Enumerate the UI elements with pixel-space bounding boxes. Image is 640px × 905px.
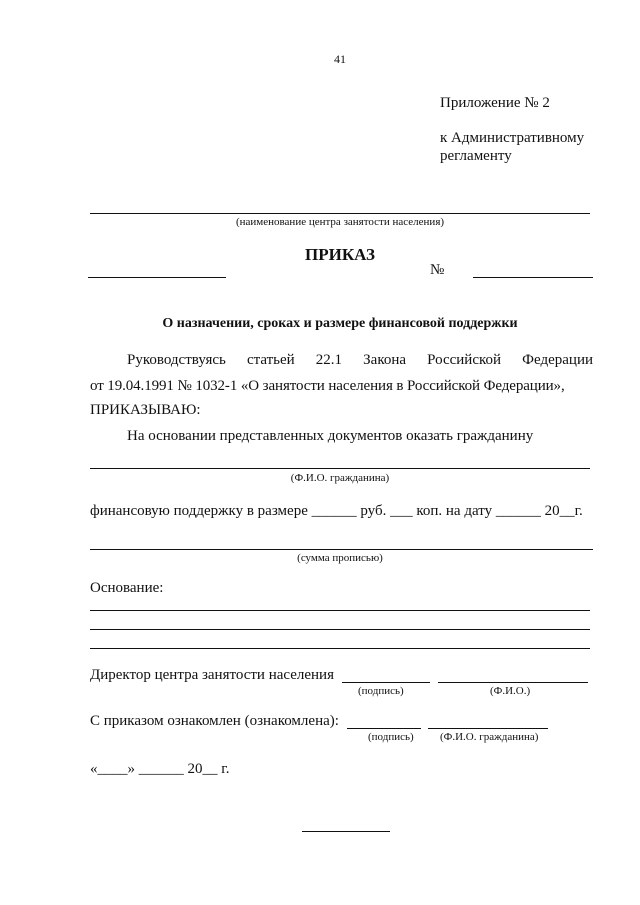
sum-words-caption: (сумма прописью): [297, 552, 383, 564]
director-signature-line: [342, 682, 430, 683]
sum-words-line: [90, 549, 593, 550]
date-line-text: «____» ______ 20__ г.: [90, 761, 230, 777]
appendix-title: Приложение № 2: [440, 95, 550, 111]
body-paragraph-2: На основании представленных документов оказать гражданину: [127, 428, 534, 444]
director-signature-caption: (подпись): [358, 685, 404, 697]
director-fio-line: [438, 682, 588, 683]
basis-label: Основание:: [90, 580, 164, 596]
support-amount-line: финансовую поддержку в размере ______ руб. ___ коп. на дату ______ 20__г.: [90, 503, 583, 519]
acknowledged-fio-line: [428, 728, 548, 729]
number-line: [473, 277, 593, 278]
closing-separator: [302, 831, 390, 832]
page-number: 41: [334, 52, 346, 66]
word-2: статьей: [246, 352, 295, 368]
body-paragraph-1-line-2: от 19.04.1991 № 1032-1 «О занятости населения в Российской Федерации»,: [90, 378, 565, 394]
body-paragraph-1-line-1: [127, 352, 593, 369]
acknowledged-signature-line: [347, 728, 421, 729]
basis-line-2: [90, 629, 590, 630]
number-sign: №: [430, 262, 445, 278]
word-6: Федерации: [522, 352, 593, 368]
basis-line-3: [90, 648, 590, 649]
word-1: Руководствуясь: [127, 352, 226, 368]
acknowledged-signature-caption: (подпись): [368, 731, 414, 743]
appendix-line-2: регламенту: [440, 148, 512, 164]
org-name-caption: (наименование центра занятости населения): [235, 216, 445, 228]
acknowledged-label: С приказом ознакомлен (ознакомлена):: [90, 713, 339, 729]
acknowledged-fio-caption: (Ф.И.О. гражданина): [440, 731, 539, 743]
body-paragraph-1-line-3: ПРИКАЗЫВАЮ:: [90, 402, 201, 418]
org-name-line: [90, 213, 590, 214]
citizen-name-line: [90, 468, 590, 469]
word-3: 22.1: [315, 352, 343, 368]
date-line: [88, 277, 226, 278]
director-label: Директор центра занятости населения: [90, 667, 334, 683]
document-title: ПРИКАЗ: [305, 245, 375, 264]
word-5: Российской: [427, 352, 502, 368]
word-4: Закона: [363, 352, 407, 368]
citizen-name-caption: (Ф.И.О. гражданина): [290, 472, 390, 484]
appendix-line-1: к Административному: [440, 130, 585, 146]
basis-line-1: [90, 610, 590, 611]
order-subject: О назначении, сроках и размере финансовой поддержки: [162, 316, 518, 331]
director-fio-caption: (Ф.И.О.): [490, 685, 531, 697]
